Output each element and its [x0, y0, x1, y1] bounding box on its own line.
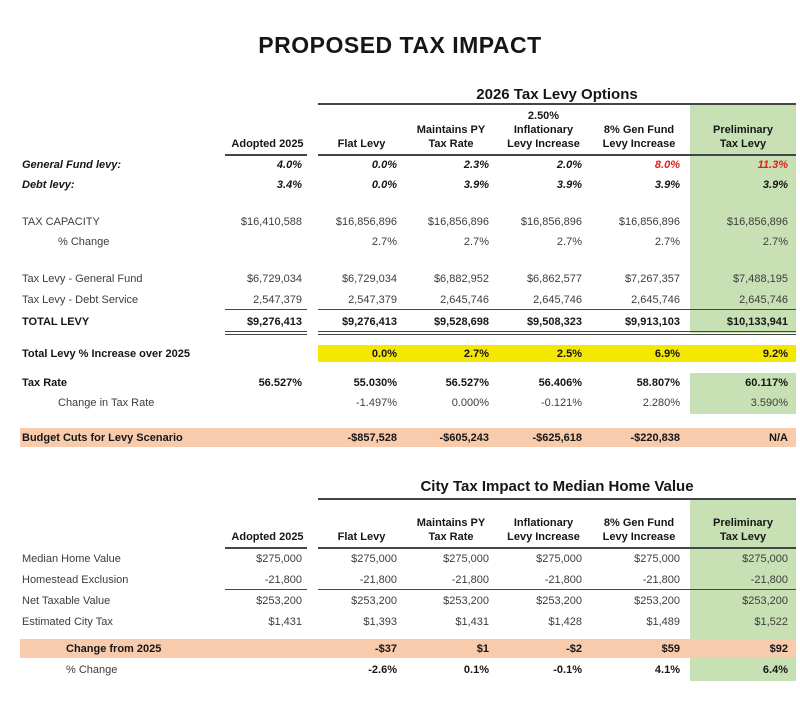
column-header-inflationary-levy-increase: [497, 105, 590, 155]
header-spacer: [20, 105, 225, 155]
header-underline-options: [318, 547, 796, 549]
cell-flat-levy: $6,729,034: [341, 272, 397, 285]
row-label: Debt levy:: [22, 179, 75, 191]
cell-inflationary-levy-increase: $6,862,577: [526, 272, 582, 285]
row-label: Budget Cuts for Levy Scenario: [22, 431, 183, 444]
column-header-preliminary-tax-levy: [690, 500, 796, 548]
cell-inflationary-levy-increase: $9,508,323: [526, 315, 582, 328]
cell-inflationary-levy-increase: $1,428: [548, 615, 582, 628]
header-spacer: [310, 105, 318, 155]
cell-maintains-py-tax-rate: 2,645,746: [440, 293, 489, 306]
cell-preliminary-tax-levy: $253,200: [742, 594, 788, 607]
table-rows: [20, 105, 796, 447]
subtotal-rule-adopted: [225, 309, 307, 310]
table-row: [20, 590, 796, 611]
cell-flat-levy: $16,856,896: [335, 215, 397, 228]
cell-adopted-2025: $16,410,588: [240, 215, 302, 228]
cell-flat-levy: -2.6%: [368, 663, 397, 676]
column-header-line: Tax Levy: [719, 530, 767, 543]
cell-maintains-py-tax-rate: -21,800: [451, 573, 489, 586]
table-row: [20, 428, 796, 447]
column-header-maintains-py-tax-rate: [405, 105, 497, 155]
city-tax-impact-table: [20, 478, 796, 681]
column-header-line: 2.50%: [527, 109, 560, 122]
column-header-inflationary-levy-increase: [497, 500, 590, 548]
header-underline-adopted: [225, 154, 307, 156]
cell-inflationary-levy-increase: -$625,618: [532, 431, 582, 444]
table-row: [20, 268, 796, 289]
cell-inflationary-levy-increase: $275,000: [536, 552, 582, 565]
header-row: [20, 105, 796, 155]
cell-maintains-py-tax-rate: 2.7%: [463, 347, 489, 360]
row-label: Change from 2025: [66, 642, 162, 655]
cell-8-gen-fund-levy-increase: $7,267,357: [624, 272, 680, 285]
cell-inflationary-levy-increase: -21,800: [544, 573, 582, 586]
cell-preliminary-tax-levy: 11.3%: [757, 159, 788, 171]
cell-inflationary-levy-increase: -0.121%: [541, 397, 582, 409]
column-header-8-gen-fund-levy-increase: [590, 500, 688, 548]
cell-adopted-2025: $9,276,413: [246, 315, 302, 328]
cell-flat-levy: 0.0%: [371, 159, 397, 171]
cell-preliminary-tax-levy: 3.9%: [762, 179, 788, 191]
table-row: [20, 658, 796, 681]
column-header-maintains-py-tax-rate: [405, 500, 497, 548]
cell-inflationary-levy-increase: -0.1%: [553, 663, 582, 676]
cell-8-gen-fund-levy-increase: 58.807%: [636, 377, 680, 389]
row-label: Median Home Value: [22, 552, 121, 565]
cell-flat-levy: $9,276,413: [341, 315, 397, 328]
cell-inflationary-levy-increase: 56.406%: [538, 377, 582, 389]
page-title: PROPOSED TAX IMPACT: [258, 32, 542, 58]
cell-flat-levy: 2.7%: [371, 236, 397, 248]
table-row: [20, 373, 796, 393]
column-header-line: Preliminary: [713, 123, 773, 136]
row-label: TOTAL LEVY: [22, 315, 90, 328]
cell-8-gen-fund-levy-increase: $16,856,896: [618, 215, 680, 228]
table-row: [20, 393, 796, 413]
column-header-adopted-2025: [225, 105, 310, 155]
cell-preliminary-tax-levy: $92: [769, 642, 788, 655]
cell-flat-levy: -21,800: [359, 573, 397, 586]
cell-preliminary-tax-levy: 2.7%: [762, 236, 788, 248]
table-row: [20, 310, 796, 333]
row-label: Net Taxable Value: [22, 594, 111, 607]
table-row: [20, 611, 796, 632]
column-header-adopted-2025: [225, 500, 310, 548]
cell-preliminary-tax-levy: $275,000: [742, 552, 788, 565]
table-row: [20, 639, 796, 658]
cell-inflationary-levy-increase: -$2: [566, 642, 582, 655]
cell-8-gen-fund-levy-increase: $253,200: [634, 594, 680, 607]
cell-flat-levy: 55.030%: [353, 377, 397, 389]
column-header-line: Levy Increase: [507, 530, 580, 543]
cell-preliminary-tax-levy: N/A: [769, 431, 788, 444]
cell-flat-levy: $253,200: [351, 594, 397, 607]
cell-inflationary-levy-increase: 3.9%: [556, 179, 582, 191]
cell-adopted-2025: $253,200: [256, 594, 302, 607]
cell-flat-levy: -$857,528: [347, 431, 397, 444]
column-header-flat-levy: [318, 500, 405, 548]
table-row: [20, 345, 796, 362]
cell-preliminary-tax-levy: 6.4%: [762, 663, 788, 676]
header-underline-options: [318, 154, 796, 156]
subtotal-rule-options: [318, 589, 796, 590]
cell-maintains-py-tax-rate: $16,856,896: [427, 215, 489, 228]
cell-adopted-2025: 4.0%: [276, 159, 302, 171]
tax-levy-options-table: [20, 86, 796, 447]
column-header-preliminary-tax-levy: [690, 105, 796, 155]
cell-maintains-py-tax-rate: 56.527%: [445, 377, 489, 389]
cell-flat-levy: 0.0%: [371, 347, 397, 360]
cell-maintains-py-tax-rate: 3.9%: [463, 179, 489, 191]
cell-maintains-py-tax-rate: 0.000%: [451, 397, 489, 409]
column-header-flat-levy: [318, 105, 405, 155]
section-title-underline: [318, 103, 796, 105]
cell-preliminary-tax-levy: -21,800: [750, 573, 788, 586]
row-label: Tax Levy - Debt Service: [22, 293, 139, 306]
cell-inflationary-levy-increase: 2.0%: [556, 159, 582, 171]
cell-inflationary-levy-increase: $16,856,896: [520, 215, 582, 228]
cell-inflationary-levy-increase: 2.5%: [556, 347, 582, 360]
cell-maintains-py-tax-rate: $1: [476, 642, 489, 655]
table-row: [20, 232, 796, 252]
cell-maintains-py-tax-rate: $1,431: [455, 615, 489, 628]
cell-maintains-py-tax-rate: $6,882,952: [433, 272, 489, 285]
cell-adopted-2025: $6,729,034: [246, 272, 302, 285]
column-header-line: Flat Levy: [337, 137, 386, 150]
cell-preliminary-tax-levy: 2,645,746: [739, 293, 788, 306]
spacer-row: [20, 362, 796, 373]
row-label: Homestead Exclusion: [22, 573, 129, 586]
cell-8-gen-fund-levy-increase: -$220,838: [630, 431, 680, 444]
table-row: [20, 289, 796, 310]
column-header-line: Inflationary: [513, 123, 574, 136]
column-header-line: Levy Increase: [602, 530, 676, 543]
cell-adopted-2025: $275,000: [256, 552, 302, 565]
cell-maintains-py-tax-rate: $253,200: [443, 594, 489, 607]
row-label: % Change: [58, 236, 110, 248]
column-header-line: Adopted 2025: [231, 530, 304, 543]
spacer-row: [20, 632, 796, 639]
spacer-row: [20, 413, 796, 428]
cell-preliminary-tax-levy: 60.117%: [745, 377, 788, 389]
row-label: Tax Rate: [22, 377, 68, 389]
row-label: Tax Levy - General Fund: [22, 272, 143, 285]
row-label: TAX CAPACITY: [22, 215, 100, 228]
column-header-line: Tax Rate: [428, 137, 474, 150]
cell-flat-levy: 2,547,379: [348, 293, 397, 306]
cell-adopted-2025: 2,547,379: [253, 293, 302, 306]
cell-8-gen-fund-levy-increase: $1,489: [646, 615, 680, 628]
cell-adopted-2025: -21,800: [264, 573, 302, 586]
row-label: % Change: [66, 663, 118, 676]
header-row: [20, 500, 796, 548]
table-row: [20, 155, 796, 175]
cell-preliminary-tax-levy: 3.590%: [750, 397, 788, 409]
header-spacer: [20, 500, 225, 548]
cell-adopted-2025: $1,431: [268, 615, 302, 628]
row-label: Change in Tax Rate: [58, 397, 155, 409]
cell-flat-levy: $1,393: [363, 615, 397, 628]
table-row: [20, 211, 796, 232]
spacer-row: [20, 195, 796, 211]
cell-preliminary-tax-levy: $7,488,195: [732, 272, 788, 285]
cell-maintains-py-tax-rate: $9,528,698: [433, 315, 489, 328]
column-header-line: Adopted 2025: [231, 137, 304, 150]
column-header-line: Tax Levy: [719, 137, 767, 150]
header-underline-adopted: [225, 547, 307, 549]
cell-8-gen-fund-levy-increase: 2.7%: [654, 236, 680, 248]
total-double-rule-options: [318, 331, 796, 335]
cell-preliminary-tax-levy: $10,133,941: [726, 315, 788, 328]
cell-flat-levy: $275,000: [351, 552, 397, 565]
cell-maintains-py-tax-rate: 0.1%: [463, 663, 489, 676]
cell-adopted-2025: 56.527%: [258, 377, 302, 389]
column-header-line: 8% Gen Fund: [603, 123, 675, 136]
section-title-underline: [318, 498, 796, 500]
column-header-line: Maintains PY: [416, 123, 486, 136]
subtotal-rule-options: [318, 309, 796, 310]
cell-flat-levy: -1.497%: [356, 397, 397, 409]
cell-maintains-py-tax-rate: 2.3%: [463, 159, 489, 171]
row-label: Estimated City Tax: [22, 615, 113, 628]
subtotal-rule-adopted: [225, 589, 307, 590]
section-title-levy-options: 2026 Tax Levy Options: [476, 86, 638, 103]
spacer-row: [20, 252, 796, 268]
cell-flat-levy: -$37: [374, 642, 397, 655]
cell-8-gen-fund-levy-increase: 2.280%: [642, 397, 680, 409]
total-double-rule-adopted: [225, 331, 307, 335]
column-header-line: Levy Increase: [507, 137, 580, 150]
cell-8-gen-fund-levy-increase: 2,645,746: [631, 293, 680, 306]
table-row: [20, 548, 796, 569]
cell-inflationary-levy-increase: 2,645,746: [533, 293, 582, 306]
cell-preliminary-tax-levy: $1,522: [754, 615, 788, 628]
cell-maintains-py-tax-rate: 2.7%: [463, 236, 489, 248]
table-row: [20, 569, 796, 590]
section-title-city-tax-impact: City Tax Impact to Median Home Value: [420, 478, 694, 495]
row-label: Total Levy % Increase over 2025: [22, 347, 190, 360]
column-header-line: Levy Increase: [602, 137, 676, 150]
cell-8-gen-fund-levy-increase: -21,800: [642, 573, 680, 586]
table-row: [20, 175, 796, 195]
cell-8-gen-fund-levy-increase: 8.0%: [654, 159, 680, 171]
column-header-line: Inflationary: [513, 516, 574, 529]
cell-maintains-py-tax-rate: $275,000: [443, 552, 489, 565]
cell-8-gen-fund-levy-increase: 3.9%: [654, 179, 680, 191]
cell-adopted-2025: 3.4%: [276, 179, 302, 191]
cell-inflationary-levy-increase: 2.7%: [556, 236, 582, 248]
cell-8-gen-fund-levy-increase: $9,913,103: [624, 315, 680, 328]
cell-maintains-py-tax-rate: -$605,243: [439, 431, 489, 444]
cell-8-gen-fund-levy-increase: 6.9%: [654, 347, 680, 360]
column-header-line: Maintains PY: [416, 516, 486, 529]
cell-preliminary-tax-levy: $16,856,896: [726, 215, 788, 228]
header-spacer: [310, 500, 318, 548]
cell-preliminary-tax-levy: 9.2%: [762, 347, 788, 360]
cell-8-gen-fund-levy-increase: $59: [661, 642, 680, 655]
column-header-line: Flat Levy: [337, 530, 386, 543]
row-label: General Fund levy:: [22, 159, 122, 171]
column-header-line: Preliminary: [713, 516, 773, 529]
column-header-line: Tax Rate: [428, 530, 474, 543]
cell-8-gen-fund-levy-increase: 4.1%: [654, 663, 680, 676]
column-header-line: 8% Gen Fund: [603, 516, 675, 529]
column-header-8-gen-fund-levy-increase: [590, 105, 688, 155]
cell-inflationary-levy-increase: $253,200: [536, 594, 582, 607]
cell-8-gen-fund-levy-increase: $275,000: [634, 552, 680, 565]
cell-flat-levy: 0.0%: [371, 179, 397, 191]
table-rows: [20, 500, 796, 681]
